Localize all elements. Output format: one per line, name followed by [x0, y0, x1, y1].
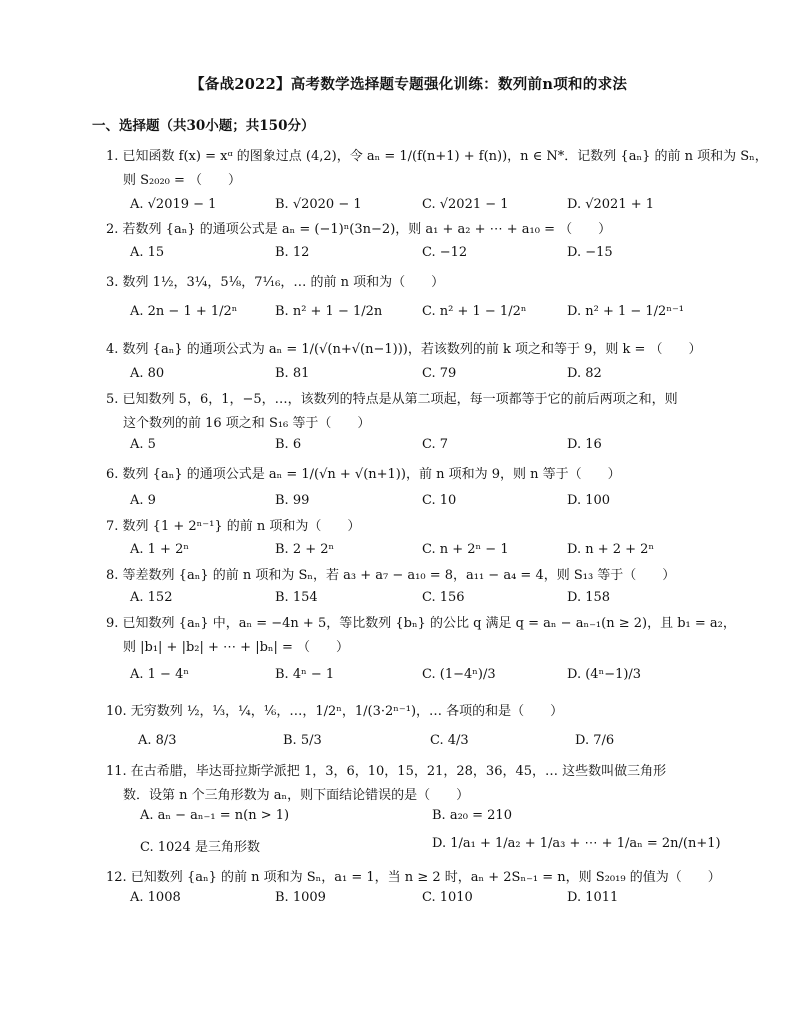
question-stem: 2. 若数列 {aₙ} 的通项公式是 aₙ = (−1)ⁿ(3n−2)，则 a₁ + a₂ + ⋯ + a₁₀ = （ ）: [106, 222, 612, 237]
option-c[interactable]: C. 1010: [422, 890, 473, 905]
options-11-row1: [140, 808, 700, 830]
section-heading: 一、选择题（共30小题；共150分）: [92, 118, 315, 134]
option-b[interactable]: B. 81: [275, 366, 310, 381]
options-9: [130, 667, 690, 689]
question-stem: 6. 数列 {aₙ} 的通项公式是 aₙ = 1/(√n + √(n+1))，前 n 项和为 9，则 n 等于（ ）: [106, 467, 621, 482]
option-b[interactable]: B. 99: [275, 493, 310, 508]
option-a[interactable]: A. 1008: [130, 890, 181, 905]
option-d[interactable]: D. √2021 + 1: [567, 197, 655, 212]
options-8: [130, 590, 690, 612]
question-5: [106, 388, 706, 436]
question-6: [106, 463, 706, 487]
option-d[interactable]: D. 1011: [567, 890, 619, 905]
question-stem: 4. 数列 {aₙ} 的通项公式为 aₙ = 1/(√(n+√(n−1)))，若该数列的前 k 项之和等于 9，则 k = （ ）: [106, 342, 702, 357]
option-c[interactable]: C. 79: [422, 366, 457, 381]
option-b[interactable]: B. 5/3: [283, 733, 322, 748]
options-3: [130, 304, 690, 326]
option-d[interactable]: D. 82: [567, 366, 602, 381]
question-1: [106, 145, 768, 193]
option-d[interactable]: D. n² + 1 − 1/2ⁿ⁻¹: [567, 304, 685, 319]
question-stem: 12. 已知数列 {aₙ} 的前 n 项和为 Sₙ，a₁ = 1，当 n ≥ 2 时，aₙ + 2Sₙ₋₁ = n，则 S₂₀₁₉ 的值为（ ）: [106, 870, 721, 885]
options-12: [130, 890, 690, 912]
option-d[interactable]: D. n + 2 + 2ⁿ: [567, 542, 655, 557]
option-a[interactable]: A. 152: [130, 590, 173, 605]
question-7: [106, 515, 706, 539]
option-b[interactable]: B. a₂₀ = 210: [432, 808, 512, 823]
options-2: [130, 245, 690, 267]
option-c[interactable]: C. −12: [422, 245, 468, 260]
option-c[interactable]: C. √2021 − 1: [422, 197, 509, 212]
option-b[interactable]: B. 4ⁿ − 1: [275, 667, 335, 682]
question-12: [106, 866, 721, 890]
question-stem: 8. 等差数列 {aₙ} 的前 n 项和为 Sₙ，若 a₃ + a₇ − a₁₀ = 8，a₁₁ − a₄ = 4，则 S₁₃ 等于（ ）: [106, 568, 676, 583]
question-4: [106, 338, 706, 362]
option-b[interactable]: B. 6: [275, 437, 302, 452]
question-9: [106, 612, 736, 660]
question-stem-line2: 则 S₂₀₂₀ = （ ）: [123, 173, 242, 188]
options-7: [130, 542, 690, 564]
question-stem-line2: 这个数列的前 16 项之和 S₁₆ 等于（ ）: [123, 416, 371, 431]
option-a[interactable]: A. 5: [130, 437, 156, 452]
option-a[interactable]: A. 1 + 2ⁿ: [130, 542, 189, 557]
option-a[interactable]: A. 15: [130, 245, 165, 260]
options-1: [130, 197, 690, 219]
option-a[interactable]: A. 1 − 4ⁿ: [130, 667, 189, 682]
option-a[interactable]: A. 2n − 1 + 1/2ⁿ: [130, 304, 238, 319]
option-b[interactable]: B. 12: [275, 245, 310, 260]
options-11-row2: [140, 836, 721, 858]
question-stem: 7. 数列 {1 + 2ⁿ⁻¹} 的前 n 项和为（ ）: [106, 519, 361, 534]
option-a[interactable]: A. 9: [130, 493, 156, 508]
question-stem: 9. 已知数列 {aₙ} 中，aₙ = −4n + 5，等比数列 {bₙ} 的公比 q 满足 q = aₙ − aₙ₋₁(n ≥ 2)，且 b₁ = a₂，: [106, 616, 736, 631]
question-8: [106, 564, 706, 588]
option-b[interactable]: B. 154: [275, 590, 318, 605]
option-a[interactable]: A. aₙ − aₙ₋₁ = n(n > 1): [140, 808, 290, 823]
question-stem: 11. 在古希腊，毕达哥拉斯学派把 1，3，6，10，15，21，28，36，45，… 这些数叫做三角形: [106, 764, 667, 779]
question-stem: 5. 已知数列 5，6，1，−5，…，该数列的特点是从第二项起，每一项都等于它的前后两项之和，则: [106, 392, 678, 407]
option-b[interactable]: B. 2 + 2ⁿ: [275, 542, 335, 557]
options-6: [130, 493, 690, 515]
options-5: [130, 437, 690, 459]
option-b[interactable]: B. √2020 − 1: [275, 197, 362, 212]
question-10: [106, 700, 706, 724]
option-a[interactable]: A. 80: [130, 366, 165, 381]
option-d[interactable]: D. 100: [567, 493, 611, 508]
question-stem-line2: 数．设第 n 个三角形数为 aₙ，则下面结论错误的是（ ）: [123, 788, 470, 803]
option-d[interactable]: D. (4ⁿ−1)/3: [567, 667, 642, 682]
option-c[interactable]: C. 7: [422, 437, 449, 452]
option-b[interactable]: B. 1009: [275, 890, 326, 905]
options-4: [130, 366, 690, 388]
question-stem: 3. 数列 1½，3¼，5⅛，7¹⁄₁₆，… 的前 n 项和为（ ）: [106, 275, 445, 290]
question-stem-line2: 则 |b₁| + |b₂| + ⋯ + |bₙ| = （ ）: [123, 640, 350, 655]
option-b[interactable]: B. n² + 1 − 1/2n: [275, 304, 383, 319]
option-d[interactable]: D. −15: [567, 245, 613, 260]
option-c[interactable]: C. 156: [422, 590, 465, 605]
option-a[interactable]: A. 8/3: [138, 733, 177, 748]
option-d[interactable]: D. 158: [567, 590, 611, 605]
option-c[interactable]: C. n + 2ⁿ − 1: [422, 542, 509, 557]
option-c[interactable]: C. n² + 1 − 1/2ⁿ: [422, 304, 527, 319]
question-11: [106, 760, 706, 808]
option-a[interactable]: A. √2019 − 1: [130, 197, 217, 212]
option-d[interactable]: D. 16: [567, 437, 602, 452]
question-stem: 10. 无穷数列 ½，⅓，¼，⅙，…，1/2ⁿ，1/(3·2ⁿ⁻¹)，… 各项的和是（ ）: [106, 704, 564, 719]
option-d[interactable]: D. 1/a₁ + 1/a₂ + 1/a₃ + ⋯ + 1/aₙ = 2n/(n+1): [432, 836, 721, 851]
option-c[interactable]: C. 1024 是三角形数: [140, 840, 260, 855]
page-title: 【备战2022】高考数学选择题专题强化训练：数列前n项和的求法: [190, 76, 628, 93]
options-10: [138, 733, 698, 755]
question-2: [106, 218, 706, 242]
option-c[interactable]: C. 4/3: [430, 733, 469, 748]
question-3: [106, 271, 706, 295]
option-d[interactable]: D. 7/6: [575, 733, 615, 748]
option-c[interactable]: C. 10: [422, 493, 457, 508]
question-stem: 1. 已知函数 f(x) = xᵅ 的图象过点 (4,2)，令 aₙ = 1/(f(n+1) + f(n))，n ∈ N*．记数列 {aₙ} 的前 n 项和为 Sₙ，: [106, 149, 768, 164]
option-c[interactable]: C. (1−4ⁿ)/3: [422, 667, 496, 682]
